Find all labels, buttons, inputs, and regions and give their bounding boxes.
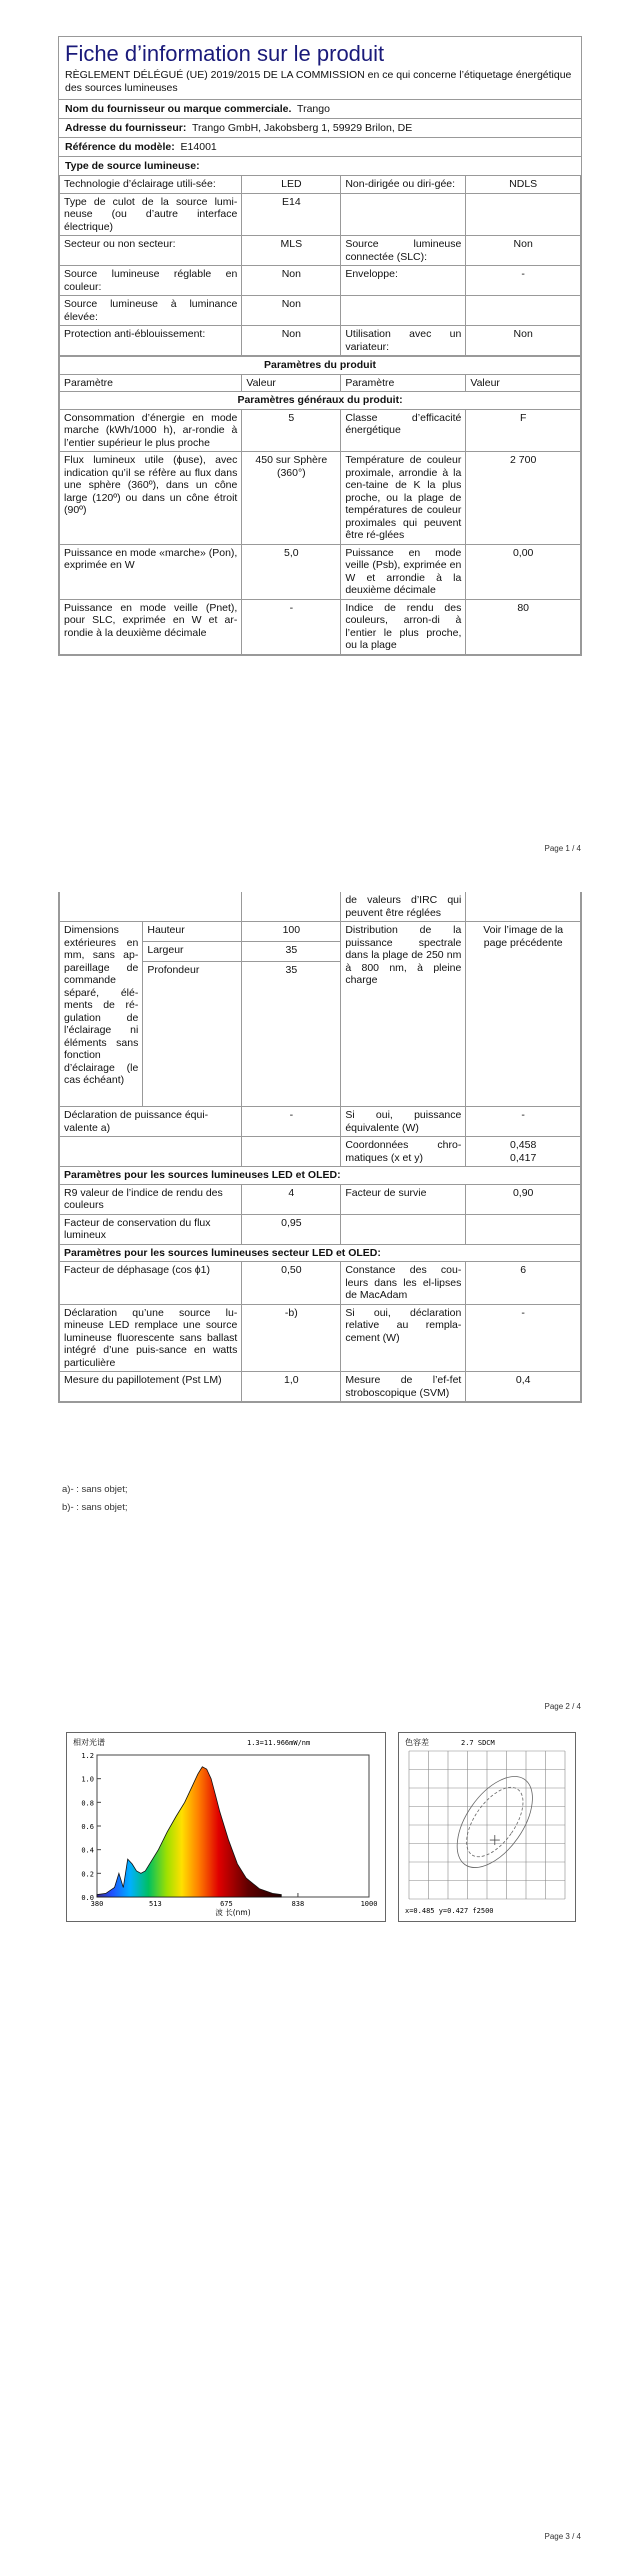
dimensions-label: Dimensions extérieures en mm, sans ap-pareillage de commande séparé, élé-ments de ré-gulation de l’éclairage ni éléments sans fonction d’éclairage (le cas échéant) xyxy=(60,922,143,1107)
page-title: Fiche d’information sur le produit xyxy=(65,41,385,66)
type-row xyxy=(60,296,581,326)
dim-key-depth: Profondeur xyxy=(143,962,242,1107)
type-cell-v1: MLS xyxy=(242,236,341,266)
chroma-value: 0,458 0,417 xyxy=(466,1137,581,1167)
cri-continued-label: de valeurs d’IRC qui peuvent être réglées xyxy=(341,892,466,922)
type-table xyxy=(59,175,581,356)
cont-empty-value-2 xyxy=(466,892,581,922)
lumen-empty xyxy=(341,1214,466,1244)
type-row xyxy=(60,266,581,296)
type-row xyxy=(60,193,581,236)
chart-title: 色容差 xyxy=(405,1738,429,1747)
type-cell-l1: Source lumineuse réglable en couleur: xyxy=(60,266,242,296)
supplier-name-value: Trango xyxy=(297,103,330,115)
type-cell-l2: Source lumineuse connectée (SLC): xyxy=(341,236,466,266)
spectrum-area xyxy=(97,1767,281,1897)
general-cell-l1: Puissance en mode «marche» (Pon), exprimée en W xyxy=(60,544,242,599)
spectrum-chart xyxy=(66,1732,386,1922)
type-cell-l2 xyxy=(341,193,466,236)
fluo-w-value: - xyxy=(466,1304,581,1372)
phase-value: 0,50 xyxy=(242,1262,341,1305)
type-cell-v1: LED xyxy=(242,176,341,194)
header-param-2: Paramètre xyxy=(341,374,466,392)
general-cell-v2: 0,00 xyxy=(466,544,581,599)
tolerance-ellipse-outer xyxy=(442,1763,548,1880)
general-row xyxy=(60,599,581,654)
general-cell-v1: 450 sur Sphère (360°) xyxy=(242,452,341,545)
model-ref-row xyxy=(59,138,581,157)
type-cell-l1: Source lumineuse à luminance élevée: xyxy=(60,296,242,326)
product-sheet-frame xyxy=(58,36,582,656)
chart-subtitle: 1.3=11.966mW/nm xyxy=(247,1739,311,1747)
lumen-label: Facteur de conservation du flux lumineux xyxy=(60,1214,242,1244)
type-cell-v1: E14 xyxy=(242,193,341,236)
x-axis-label: 波 长(nm) xyxy=(215,1908,251,1917)
equiv-w-value: - xyxy=(466,1107,581,1137)
y-tick-label: 0.4 xyxy=(81,1846,94,1855)
type-cell-l1: Technologie d’éclairage utili-sée: xyxy=(60,176,242,194)
general-cell-v2: 2 700 xyxy=(466,452,581,545)
general-cell-l2: Température de couleur proximale, arrondie à la cen-taine de K la plus proche, ou la plage de températures de couleur proximales qui peuvent être ré-glées xyxy=(341,452,466,545)
page-number: Page 2 / 4 xyxy=(544,1702,581,1711)
equiv-w-label: Si oui, puissance équivalente (W) xyxy=(341,1107,466,1137)
x-tick-label: 838 xyxy=(291,1900,305,1908)
page-number-3: Page 3 / 4 xyxy=(544,2532,581,2541)
type-cell-v2: Non xyxy=(466,326,581,356)
type-cell-v1: Non xyxy=(242,326,341,356)
y-tick-label: 0.8 xyxy=(81,1799,94,1808)
macadam-value: 6 xyxy=(466,1262,581,1305)
type-cell-l1: Secteur ou non secteur: xyxy=(60,236,242,266)
phase-label: Facteur de déphasage (cos ϕ1) xyxy=(60,1262,242,1305)
spectral-label: Distribution de la puissance spectrale dans la plage de 250 nm à 800 nm, à pleine charge xyxy=(341,922,466,1107)
coordinates-footer: x=0.485 y=0.427 f2500 xyxy=(405,1907,494,1915)
macadam-label: Constance des cou-leurs dans les el-lipses de MacAdam xyxy=(341,1262,466,1305)
supplier-name-label: Nom du fournisseur ou marque commerciale. xyxy=(65,103,292,115)
type-cell-l2: Utilisation avec un variateur: xyxy=(341,326,466,356)
header-value-2: Valeur xyxy=(466,374,581,392)
fluo-value: -b) xyxy=(242,1304,341,1372)
general-cell-v2: F xyxy=(466,409,581,452)
flicker-label: Mesure du papillotement (Pst LM) xyxy=(60,1372,242,1402)
spectrum-svg xyxy=(67,1733,385,1921)
chart-title: 相对光谱 xyxy=(73,1738,105,1747)
general-cell-v1: 5 xyxy=(242,409,341,452)
equiv-value: - xyxy=(242,1107,341,1137)
x-tick-label: 380 xyxy=(90,1900,104,1908)
general-cell-l2: Classe d’efficacité énergétique xyxy=(341,409,466,452)
survival-label: Facteur de survie xyxy=(341,1184,466,1214)
type-cell-l2: Non-dirigée ou diri-gée: xyxy=(341,176,466,194)
fluo-label: Déclaration qu’une source lu-mineuse LED remplace une source lumineuse fluorescente sans ballast intégré d’une puis-sance en watts particulière xyxy=(60,1304,242,1372)
type-cell-v1: Non xyxy=(242,266,341,296)
y-tick-label: 0.2 xyxy=(81,1870,94,1879)
x-tick-label: 513 xyxy=(149,1900,162,1908)
model-ref-label: Référence du modèle: xyxy=(65,141,175,153)
supplier-address-row xyxy=(59,119,581,138)
type-cell-v2: NDLS xyxy=(466,176,581,194)
dim-value-depth: 35 xyxy=(242,962,341,1107)
x-tick-label: 675 xyxy=(220,1900,233,1908)
dim-key-height: Hauteur xyxy=(143,922,242,942)
footnote-b: b)- : sans objet; xyxy=(62,1502,128,1513)
type-cell-l2 xyxy=(341,296,466,326)
type-cell-v1: Non xyxy=(242,296,341,326)
y-tick-label: 0.6 xyxy=(81,1823,94,1831)
dim-key-width: Largeur xyxy=(143,942,242,962)
y-tick-label: 0.0 xyxy=(81,1894,94,1902)
r9-label: R9 valeur de l’indice de rendu des couleurs xyxy=(60,1184,242,1214)
header-value-1: Valeur xyxy=(242,374,341,392)
strobo-value: 0,4 xyxy=(466,1372,581,1402)
sdcm-svg xyxy=(399,1733,575,1921)
model-ref-value: E14001 xyxy=(180,141,217,153)
general-cell-l1: Consommation d’énergie en mode marche (kWh/1000 h), ar-rondie à l’entier supérieur le plus proche xyxy=(60,409,242,452)
y-tick-label: 1.2 xyxy=(81,1752,94,1760)
type-cell-l2: Enveloppe: xyxy=(341,266,466,296)
lumen-empty-value xyxy=(466,1214,581,1244)
type-row xyxy=(60,176,581,194)
type-cell-v2: - xyxy=(466,266,581,296)
color-tolerance-chart xyxy=(398,1732,576,1922)
dim-value-height: 100 xyxy=(242,922,341,942)
type-cell-l1: Protection anti-éblouissement: xyxy=(60,326,242,356)
general-cell-l2: Puissance en mode veille (Psb), exprimée en W et arrondie à la deuxième décimale xyxy=(341,544,466,599)
product-sheet-continued xyxy=(58,892,582,1403)
general-row xyxy=(60,452,581,545)
type-cell-l1: Type de culot de la source lumi-neuse (ou d’autre interface électrique) xyxy=(60,193,242,236)
type-cell-v2 xyxy=(466,193,581,236)
footnote-a: a)- : sans objet; xyxy=(62,1484,128,1495)
strobo-label: Mesure de l’ef-fet stroboscopique (SVM) xyxy=(341,1372,466,1402)
cont-empty-cell xyxy=(60,892,242,922)
supplier-address-label: Adresse du fournisseur: xyxy=(65,122,187,134)
chroma-empty-value xyxy=(242,1137,341,1167)
type-cell-v2: Non xyxy=(466,236,581,266)
type-cell-v2 xyxy=(466,296,581,326)
supplier-address-value: Trango GmbH, Jakobsberg 1, 59929 Brilon, DE xyxy=(192,122,413,134)
chroma-empty xyxy=(60,1137,242,1167)
source-type-label: Type de source lumineuse: xyxy=(65,160,200,172)
type-row xyxy=(60,236,581,266)
general-cell-v2: 80 xyxy=(466,599,581,654)
general-cell-l1: Flux lumineux utile (ɸuse), avec indication qu’il se réfère au flux dans une sphère (360º), dans un cône large (120º) ou dans un cône étroit (90º) xyxy=(60,452,242,545)
flicker-value: 1,0 xyxy=(242,1372,341,1402)
regulation-text: RÈGLEMENT DÉLÉGUÉ (UE) 2019/2015 DE LA COMMISSION en ce qui concerne l’étiquetage énergétique des sources lumineuses xyxy=(59,69,581,100)
lumen-value: 0,95 xyxy=(242,1214,341,1244)
type-row xyxy=(60,326,581,356)
params-table xyxy=(59,356,581,655)
page-number: Page 1 / 4 xyxy=(544,844,581,853)
general-section-title: Paramètres généraux du produit: xyxy=(60,392,581,410)
dim-value-width: 35 xyxy=(242,942,341,962)
cont-empty-value xyxy=(242,892,341,922)
led-section-title: Paramètres pour les sources lumineuses LED et OLED: xyxy=(60,1167,581,1185)
x-tick-label: 1000 xyxy=(360,1900,378,1908)
spectral-value: Voir l’image de la page précédente xyxy=(466,922,581,1107)
params-table-continued xyxy=(59,892,581,1402)
general-row xyxy=(60,409,581,452)
equiv-label: Déclaration de puissance équi-valente a) xyxy=(60,1107,242,1137)
params-section-title: Paramètres du produit xyxy=(60,357,581,375)
fluo-w-label: Si oui, déclaration relative au rempla-cement (W) xyxy=(341,1304,466,1372)
survival-value: 0,90 xyxy=(466,1184,581,1214)
general-cell-v1: - xyxy=(242,599,341,654)
general-cell-l1: Puissance en mode veille (Pnet), pour SLC, exprimée en W et ar-rondie à la deuxième décimale xyxy=(60,599,242,654)
source-type-row xyxy=(59,157,581,175)
supplier-name-row xyxy=(59,100,581,119)
header-param-1: Paramètre xyxy=(60,374,242,392)
general-cell-v1: 5,0 xyxy=(242,544,341,599)
general-row xyxy=(60,544,581,599)
r9-value: 4 xyxy=(242,1184,341,1214)
chroma-label: Coordonnées chro-matiques (x et y) xyxy=(341,1137,466,1167)
y-tick-label: 1.0 xyxy=(81,1775,94,1784)
chart-subtitle: 2.7 SDCM xyxy=(461,1739,495,1747)
mains-section-title: Paramètres pour les sources lumineuses secteur LED et OLED: xyxy=(60,1244,581,1262)
general-cell-l2: Indice de rendu des couleurs, arron-di à l’entier le plus proche, ou la plage xyxy=(341,599,466,654)
